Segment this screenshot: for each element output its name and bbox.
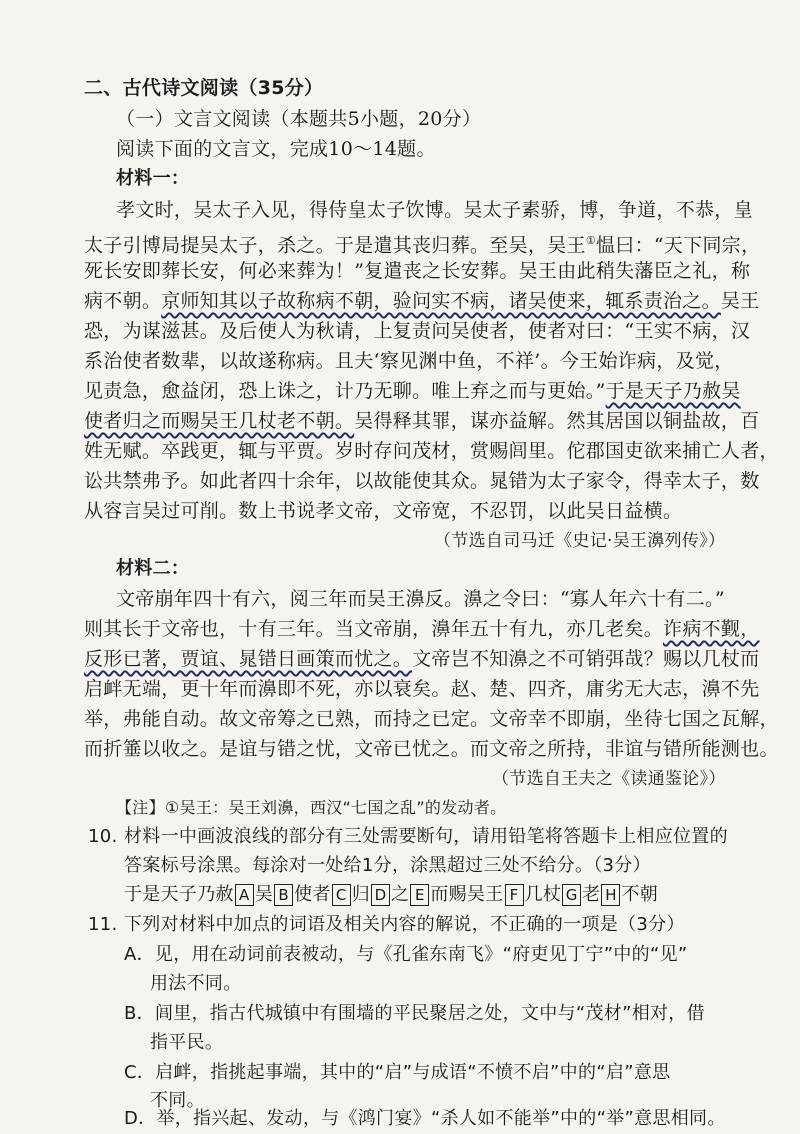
text-span: 愠曰：“天下同宗， xyxy=(595,234,761,257)
text-span: 吴得释其罪，谋亦益解。然其居国以铜盐故，百 xyxy=(354,410,760,432)
text-span: 病不朝。 xyxy=(84,290,162,312)
answer-box-f[interactable]: F xyxy=(505,884,524,906)
option-a-cont: 用法不同。 xyxy=(150,973,242,994)
wavy-underlined-text: 反形已著，贾谊、晁错日画策而忧之。 xyxy=(84,648,413,670)
material1-line xyxy=(84,376,741,406)
sentence-segment: 归 xyxy=(351,884,371,905)
material2-line: 举，弗能自动。故文帝筹之已熟，而持之已定。文帝幸不即崩，坐待七国之瓦解， xyxy=(84,708,779,730)
material2-line: 启衅无端，更十年而濞即不死，亦以衰矣。赵、楚、四齐，庸劣无大志，濞不先 xyxy=(84,678,760,700)
question-10-line: 答案标号涂黑。每涂对一处给1分，涂黑超过三处不给分。（3分） xyxy=(124,855,651,876)
wavy-underlined-text: 京师知其以子故称病不朝，验问实不病，诸吴使来，辄系责治之。 xyxy=(161,290,721,312)
answer-box-g[interactable]: G xyxy=(562,884,581,906)
material1-line xyxy=(84,286,760,316)
section-heading: 二、古代诗文阅读（35分） xyxy=(84,77,324,99)
text-span: 吴王 xyxy=(720,290,760,312)
material1-line: 孝文时，吴太子入见，得侍皇太子饮博。吴太子素骄，博，争道，不恭，皇 xyxy=(116,199,753,221)
answer-box-d[interactable]: D xyxy=(371,884,390,906)
answer-box-b[interactable]: B xyxy=(274,884,293,906)
wavy-underlined-text: 使者归之而赐吴王几杖老不朝。 xyxy=(84,410,355,432)
option-c-cont: 不同。 xyxy=(150,1090,205,1111)
material2-source: （节选自王夫之《读通鉴论》） xyxy=(492,769,726,789)
answer-box-h[interactable]: H xyxy=(601,884,620,906)
material1-line: 死长安即葬长安，何必来葬为！”复遣丧之长安葬。吴王由此稍失藩臣之礼，称 xyxy=(84,260,751,282)
material1-line: 从容言吴过可削。数上书说孝文帝，文帝宽，不忍罚，以此吴日益横。 xyxy=(84,500,683,522)
question-10-line: 材料一中画波浪线的部分有三处需要断句，请用铅笔将答题卡上相应位置的 xyxy=(124,826,728,847)
footnote-marker: ① xyxy=(585,234,596,247)
wavy-underlined-text: 于是天子乃赦吴 xyxy=(605,380,741,402)
option-b-cont: 指平民。 xyxy=(150,1032,224,1053)
instruction: 阅读下面的文言文，完成10～14题。 xyxy=(116,138,436,160)
material2-line xyxy=(84,614,760,644)
text-span: 太子引博局提吴太子，杀之。于是遣其丧归葬。至吴，吴王 xyxy=(84,234,586,257)
punctuation-sentence xyxy=(124,880,658,910)
material1-label: 材料一： xyxy=(116,168,190,189)
option-b: B．闾里，指古代城镇中有围墙的平民聚居之处，文中与“茂材”相对，借 xyxy=(124,1003,705,1024)
sentence-segment: 不朝 xyxy=(621,884,659,905)
sentence-segment: 于是天子乃赦 xyxy=(124,884,234,905)
material1-line: 系治使者数辈，以故遂称病。且夫‘察见渊中鱼，不祥’。今王始诈病，及觉， xyxy=(84,350,734,372)
material1-line: 姓无赋。卒践更，辄与平贾。岁时存问茂材，赏赐闾里。佗郡国吏欲来捕亡人者， xyxy=(84,440,779,462)
sentence-segment: 几杖 xyxy=(524,884,562,905)
text-span: 见责急，愈益闭，恐上诛之，计乃无聊。唯上弃之而与更始。” xyxy=(84,380,606,402)
sentence-segment: 使者 xyxy=(294,884,331,905)
material2-line: 而折箠以收之。是谊与错之忧，文帝已忧之。而文帝之所持，非谊与错所能测也。 xyxy=(84,738,779,760)
sub-heading: （一）文言文阅读（本题共5小题，20分） xyxy=(116,108,482,130)
material1-source: （节选自司马迁《史记·吴王濞列传》） xyxy=(434,531,726,551)
sentence-segment: 老 xyxy=(582,884,601,905)
material1-line xyxy=(84,406,760,436)
sentence-segment: 之 xyxy=(391,884,410,905)
question-number: 10. xyxy=(88,826,118,847)
material1-line: 讼共禁弗予。如此者四十余年，以故能使其众。晁错为太子家令，得幸太子，数 xyxy=(84,470,760,492)
sentence-segment: 吴 xyxy=(254,884,274,905)
footnote: 【注】①吴王：吴王刘濞，西汉“七国之乱”的发动者。 xyxy=(116,798,507,817)
material2-label: 材料二： xyxy=(116,558,190,579)
answer-box-e[interactable]: E xyxy=(410,884,429,906)
text-span: 则其长于文帝也，十有三年。当文帝崩，濞年五十有九，亦几老矣。 xyxy=(84,618,664,640)
option-c: C．启衅，指挑起事端，其中的“启”与成语“不愤不启”中的“启”意思 xyxy=(124,1062,671,1083)
option-d: D．举，指兴起、发动，与《鸿门宴》“杀人如不能举”中的“举”意思相同。 xyxy=(124,1108,726,1129)
answer-box-a[interactable]: A xyxy=(235,884,254,906)
wavy-underlined-text: 诈病不觐， xyxy=(663,618,760,640)
material2-line xyxy=(84,644,760,674)
question-number: 11. xyxy=(88,914,118,935)
question-11-stem: 下列对材料中加点的词语及相关内容的解说，不正确的一项是（3分） xyxy=(124,914,685,935)
text-span: 文帝岂不知濞之不可销弭哉？赐以几杖而 xyxy=(412,648,760,670)
option-a: A．见，用在动词前表被动，与《孔雀东南飞》“府吏见丁宁”中的“见” xyxy=(124,944,688,965)
answer-box-c[interactable]: C xyxy=(332,884,351,906)
material2-line: 文帝崩年四十有六，阅三年而吴王濞反。濞之令曰：“寡人年六十有二。” xyxy=(116,588,725,610)
material1-line: 恐，为谋滋甚。及后使人为秋请，上复责问吴使者，使者对曰：“王实不病，汉 xyxy=(84,320,751,342)
sentence-segment: 而赐吴王 xyxy=(430,884,504,905)
